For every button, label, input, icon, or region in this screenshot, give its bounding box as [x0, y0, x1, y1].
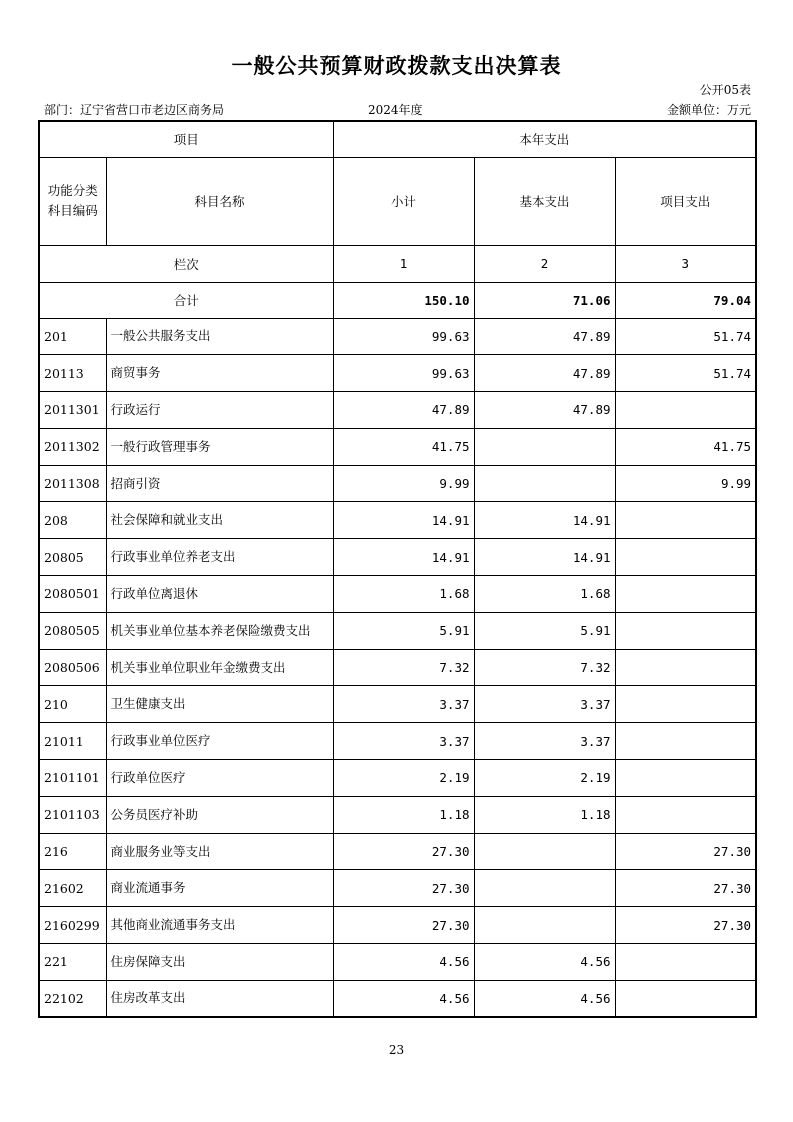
- row-subtotal: 1.18: [333, 796, 474, 833]
- row-project: [615, 944, 756, 981]
- row-project: 27.30: [615, 907, 756, 944]
- row-project: 27.30: [615, 870, 756, 907]
- header-subject-name: 科目名称: [106, 157, 333, 245]
- row-subject-name: 商贸事务: [106, 355, 333, 392]
- table-row: [39, 760, 756, 797]
- row-code: 216: [39, 833, 106, 870]
- row-code: 20113: [39, 355, 106, 392]
- row-basic: 5.91: [474, 612, 615, 649]
- row-basic: [474, 465, 615, 502]
- row-subject-name: 一般公共服务支出: [106, 318, 333, 355]
- header-current-year: 本年支出: [333, 121, 756, 157]
- row-subtotal: 99.63: [333, 318, 474, 355]
- form-number: 公开05表: [699, 83, 751, 97]
- row-subtotal: 27.30: [333, 907, 474, 944]
- row-subject-name: 行政事业单位养老支出: [106, 539, 333, 576]
- header-item: 项目: [39, 121, 333, 157]
- row-code: 208: [39, 502, 106, 539]
- row-code: 210: [39, 686, 106, 723]
- row-subject-name: 机关事业单位基本养老保险缴费支出: [106, 612, 333, 649]
- row-project: [615, 686, 756, 723]
- row-project: [615, 649, 756, 686]
- row-code: 21602: [39, 870, 106, 907]
- currency-unit-label: 金额单位：万元: [666, 103, 751, 117]
- row-code: 2011308: [39, 465, 106, 502]
- row-project: 51.74: [615, 355, 756, 392]
- row-subtotal: 4.56: [333, 944, 474, 981]
- row-code: 221: [39, 944, 106, 981]
- header-row-2: [39, 157, 756, 245]
- row-subject-name: 招商引资: [106, 465, 333, 502]
- row-project: 9.99: [615, 465, 756, 502]
- department-label: 部门：辽宁省营口市老边区商务局: [44, 103, 225, 117]
- row-subject-name: 社会保障和就业支出: [106, 502, 333, 539]
- row-basic: 47.89: [474, 355, 615, 392]
- row-code: 20805: [39, 539, 106, 576]
- row-subtotal: 9.99: [333, 465, 474, 502]
- row-subtotal: 41.75: [333, 428, 474, 465]
- row-subject-name: 商业流通事务: [106, 870, 333, 907]
- row-project: 41.75: [615, 428, 756, 465]
- page-title: 一般公共预算财政拨款支出决算表: [231, 54, 562, 78]
- header-code: 功能分类 科目编码: [39, 157, 106, 245]
- row-basic: 3.37: [474, 723, 615, 760]
- row-basic: [474, 833, 615, 870]
- row-subject-name: 住房改革支出: [106, 980, 333, 1017]
- row-code: 2080501: [39, 576, 106, 613]
- row-code: 2160299: [39, 907, 106, 944]
- row-project: [615, 392, 756, 429]
- row-code: 2011302: [39, 428, 106, 465]
- row-basic: 47.89: [474, 392, 615, 429]
- row-subtotal: 5.91: [333, 612, 474, 649]
- row-project: [615, 576, 756, 613]
- header-basic: 基本支出: [474, 157, 615, 245]
- table-row: [39, 355, 756, 392]
- row-subtotal: 47.89: [333, 392, 474, 429]
- fiscal-year-label: 2024年度: [368, 103, 423, 117]
- total-label: 合计: [39, 282, 333, 318]
- table-row: [39, 796, 756, 833]
- table-row: [39, 723, 756, 760]
- row-subject-name: 行政运行: [106, 392, 333, 429]
- expenditure-table: [38, 120, 757, 1018]
- row-code: 2101101: [39, 760, 106, 797]
- table-row: [39, 870, 756, 907]
- table-row: [39, 612, 756, 649]
- row-code: 2011301: [39, 392, 106, 429]
- page-number: 23: [388, 1043, 405, 1057]
- table-row: [39, 686, 756, 723]
- table-row: [39, 465, 756, 502]
- row-project: [615, 539, 756, 576]
- row-subject-name: 住房保障支出: [106, 944, 333, 981]
- table-row: [39, 392, 756, 429]
- row-subtotal: 3.37: [333, 686, 474, 723]
- table-row: [39, 539, 756, 576]
- row-code: 2080506: [39, 649, 106, 686]
- row-subject-name: 机关事业单位职业年金缴费支出: [106, 649, 333, 686]
- table-row: [39, 980, 756, 1017]
- row-basic: 4.56: [474, 944, 615, 981]
- row-basic: 7.32: [474, 649, 615, 686]
- row-subject-name: 行政单位医疗: [106, 760, 333, 797]
- row-subtotal: 27.30: [333, 833, 474, 870]
- row-code: 2101103: [39, 796, 106, 833]
- total-project: 79.04: [615, 282, 756, 318]
- row-basic: 47.89: [474, 318, 615, 355]
- row-project: [615, 796, 756, 833]
- row-subject-name: 其他商业流通事务支出: [106, 907, 333, 944]
- row-subtotal: 4.56: [333, 980, 474, 1017]
- row-subject-name: 卫生健康支出: [106, 686, 333, 723]
- row-project: [615, 612, 756, 649]
- row-subject-name: 公务员医疗补助: [106, 796, 333, 833]
- column-index-2: 2: [474, 245, 615, 282]
- column-index-3: 3: [615, 245, 756, 282]
- row-subtotal: 14.91: [333, 539, 474, 576]
- row-subject-name: 商业服务业等支出: [106, 833, 333, 870]
- total-row: [39, 282, 756, 318]
- column-index-label: 栏次: [39, 245, 333, 282]
- column-index-row: [39, 245, 756, 282]
- row-basic: [474, 428, 615, 465]
- row-project: [615, 760, 756, 797]
- row-basic: 4.56: [474, 980, 615, 1017]
- row-subtotal: 14.91: [333, 502, 474, 539]
- table-row: [39, 318, 756, 355]
- table-row: [39, 576, 756, 613]
- total-subtotal: 150.10: [333, 282, 474, 318]
- table-row: [39, 944, 756, 981]
- row-subject-name: 行政单位离退休: [106, 576, 333, 613]
- row-subtotal: 99.63: [333, 355, 474, 392]
- header-row-1: [39, 121, 756, 157]
- row-project: 51.74: [615, 318, 756, 355]
- table-row: [39, 907, 756, 944]
- row-subtotal: 7.32: [333, 649, 474, 686]
- row-subtotal: 1.68: [333, 576, 474, 613]
- row-subtotal: 27.30: [333, 870, 474, 907]
- table-row: [39, 833, 756, 870]
- column-index-1: 1: [333, 245, 474, 282]
- row-code: 22102: [39, 980, 106, 1017]
- row-basic: 14.91: [474, 539, 615, 576]
- table-row: [39, 502, 756, 539]
- row-basic: 3.37: [474, 686, 615, 723]
- row-project: [615, 980, 756, 1017]
- header-subtotal: 小计: [333, 157, 474, 245]
- row-basic: 1.68: [474, 576, 615, 613]
- row-subject-name: 行政事业单位医疗: [106, 723, 333, 760]
- row-subject-name: 一般行政管理事务: [106, 428, 333, 465]
- total-basic: 71.06: [474, 282, 615, 318]
- row-code: 201: [39, 318, 106, 355]
- header-project: 项目支出: [615, 157, 756, 245]
- row-project: [615, 502, 756, 539]
- row-basic: 2.19: [474, 760, 615, 797]
- row-subtotal: 3.37: [333, 723, 474, 760]
- row-subtotal: 2.19: [333, 760, 474, 797]
- row-basic: [474, 870, 615, 907]
- table-row: [39, 428, 756, 465]
- table-row: [39, 649, 756, 686]
- row-basic: [474, 907, 615, 944]
- row-code: 21011: [39, 723, 106, 760]
- row-basic: 14.91: [474, 502, 615, 539]
- row-code: 2080505: [39, 612, 106, 649]
- row-project: [615, 723, 756, 760]
- row-project: 27.30: [615, 833, 756, 870]
- row-basic: 1.18: [474, 796, 615, 833]
